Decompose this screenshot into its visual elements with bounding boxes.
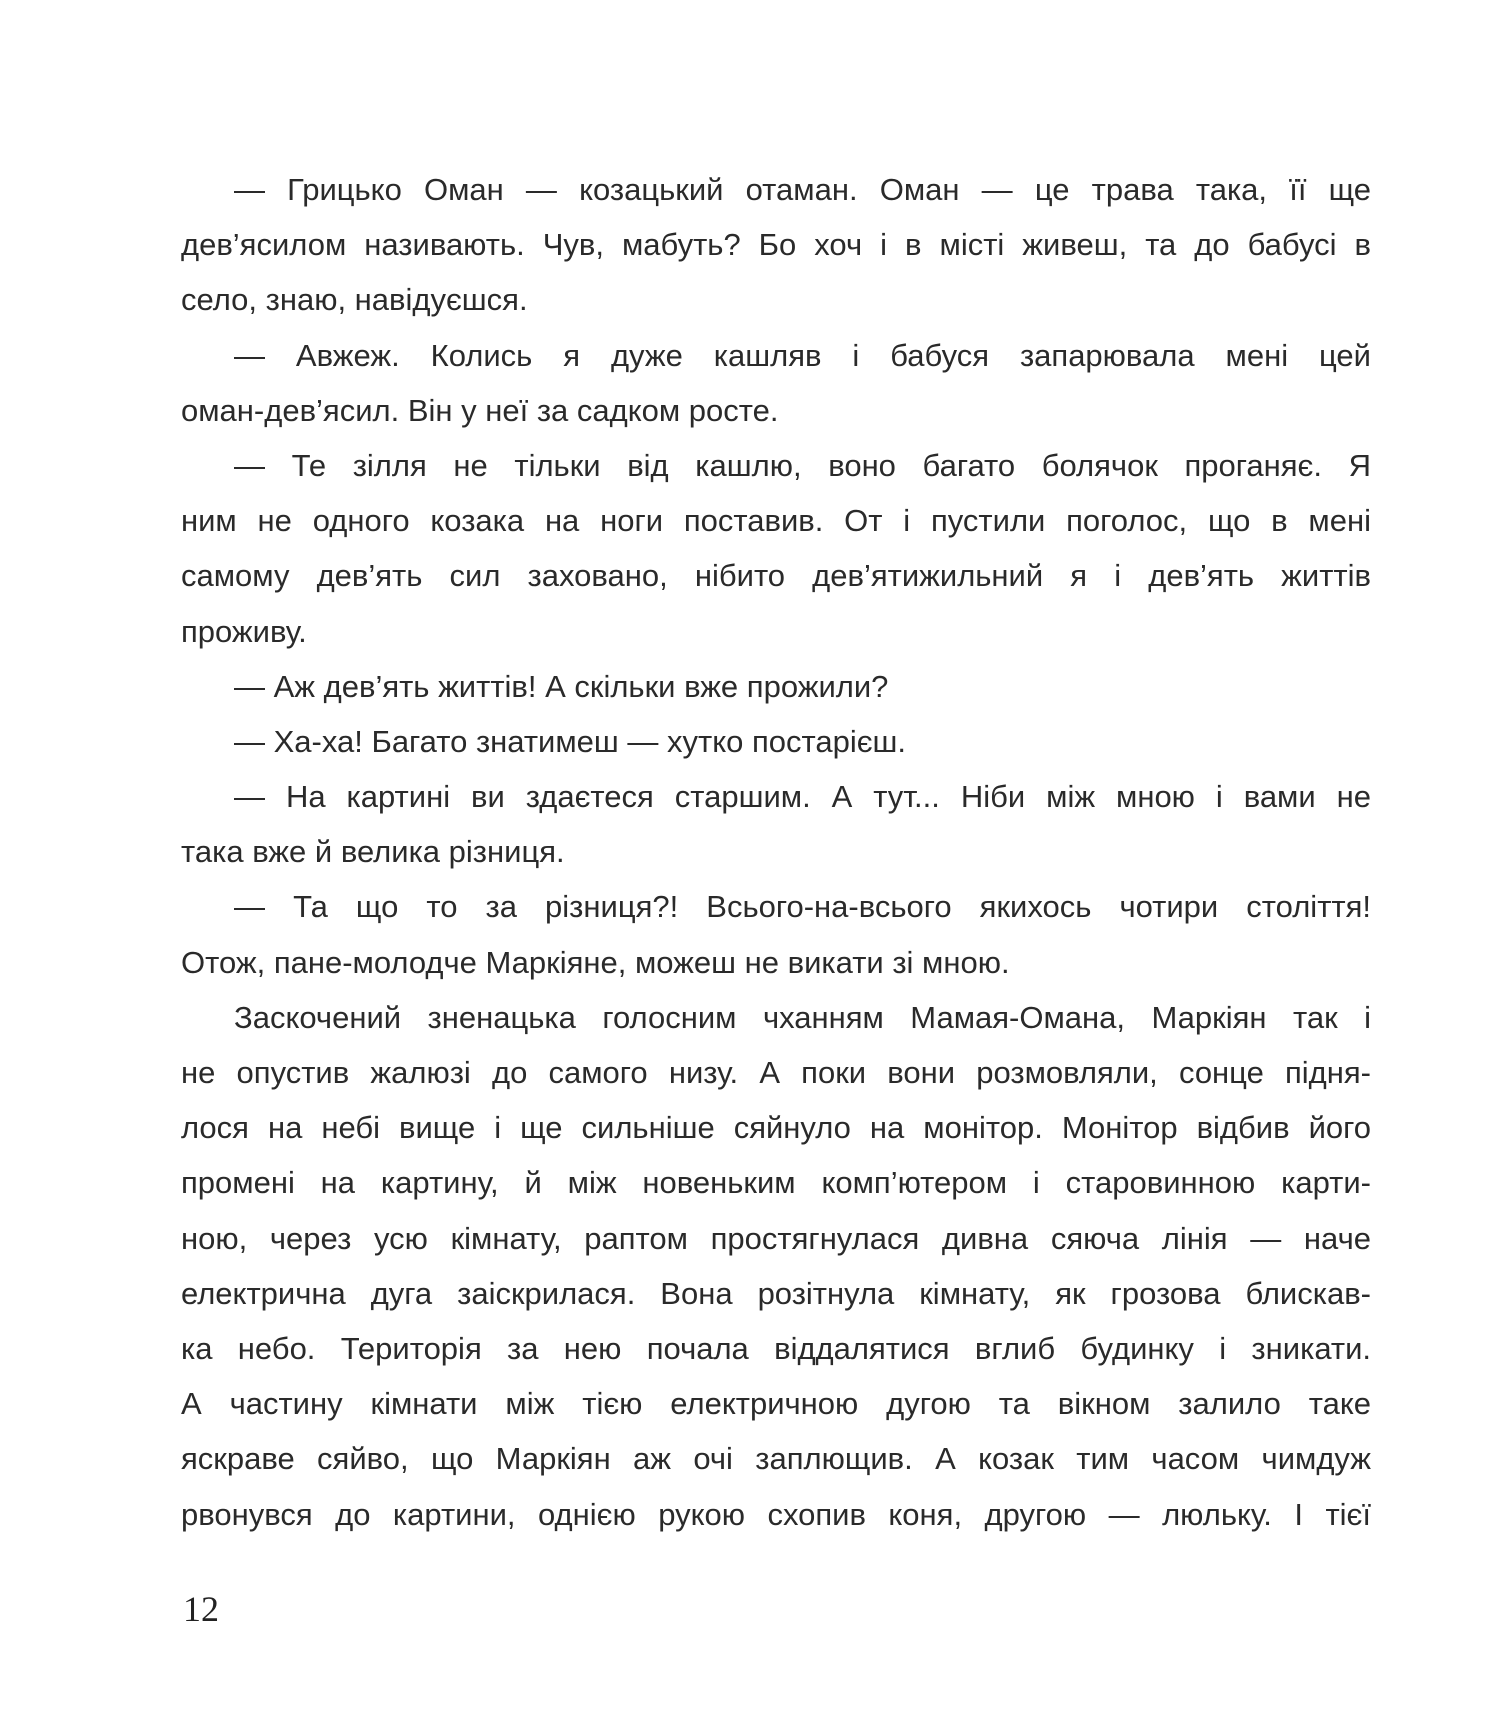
text-line: — Аж дев’ять життів! А скільки вже прожили? — [234, 668, 889, 704]
paragraph — [181, 162, 1371, 328]
text-line: рвонувся до картини, однією рукою схопив коня, другою — люльку. І тієї — [181, 1496, 1371, 1532]
text-line: промені на картину, й між новеньким комп’ютером і старовинною карти- — [181, 1165, 1371, 1201]
text-line: — Та що то за різниця?! Всього-на-всього якихось чотири століття! — [234, 889, 1371, 925]
paragraph — [181, 990, 1371, 1542]
text-line: ка небо. Територія за нею почала віддалятися вглиб будинку і зникати. — [181, 1330, 1371, 1366]
text-line: Отож, пане-молодче Маркіяне, можеш не викати зі мною. — [181, 944, 1010, 980]
text-line: проживу. — [181, 613, 307, 649]
text-line: не опустив жалюзі до самого низу. А поки вони розмовляли, сонце підня- — [181, 1055, 1371, 1090]
text-line: А частину кімнати між тією електричною дугою та вікном залило таке — [181, 1386, 1371, 1422]
text-line: ною, через усю кімнату, раптом простягнулася дивна сяюча лінія — наче — [181, 1220, 1371, 1256]
text-line: лося на небі вище і ще сильніше сяйнуло на монітор. Монітор відбив його — [181, 1110, 1371, 1146]
text-line: ним не одного козака на ноги поставив. От і пустили поголос, що в мені — [181, 503, 1371, 539]
paragraph — [181, 438, 1371, 659]
page-number: 12 — [183, 1589, 219, 1629]
paragraph — [181, 328, 1371, 438]
text-line: Заскочений зненацька голосним чханням Мамая-Омана, Маркіян так і — [234, 999, 1371, 1035]
text-line: яскраве сяйво, що Маркіян аж очі заплющив. А козак тим часом чимдуж — [181, 1441, 1371, 1477]
text-line: село, знаю, навідуєшся. — [181, 282, 528, 318]
text-line: електрична дуга заіскрилася. Вона розітнула кімнату, як грозова блискав- — [181, 1275, 1371, 1311]
text-line: така вже й велика різниця. — [181, 834, 565, 870]
text-line: — Грицько Оман — козацький отаман. Оман — це трава така, її ще — [234, 172, 1371, 207]
paragraph — [181, 659, 1371, 714]
text-line: оман-дев’ясил. Він у неї за садком росте. — [181, 392, 779, 428]
paragraph — [181, 769, 1371, 879]
text-line: самому дев’ять сил заховано, нібито дев’ятижильний я і дев’ять життів — [181, 558, 1371, 594]
text-line: — Ха-ха! Багато знатимеш — хутко постарієш. — [234, 723, 907, 759]
text-line: дев’ясилом називають. Чув, мабуть? Бо хоч і в місті живеш, та до бабусі в — [181, 227, 1371, 263]
text-line: — Те зілля не тільки від кашлю, воно багато болячок проганяє. Я — [234, 447, 1371, 483]
text-line: — На картині ви здаєтеся старшим. А тут... Ніби між мною і вами не — [234, 779, 1371, 815]
body-text — [181, 162, 1371, 1542]
paragraph — [181, 879, 1371, 989]
paragraph — [181, 714, 1371, 769]
text-line: — Авжеж. Колись я дуже кашляв і бабуся запарювала мені цей — [234, 337, 1371, 373]
